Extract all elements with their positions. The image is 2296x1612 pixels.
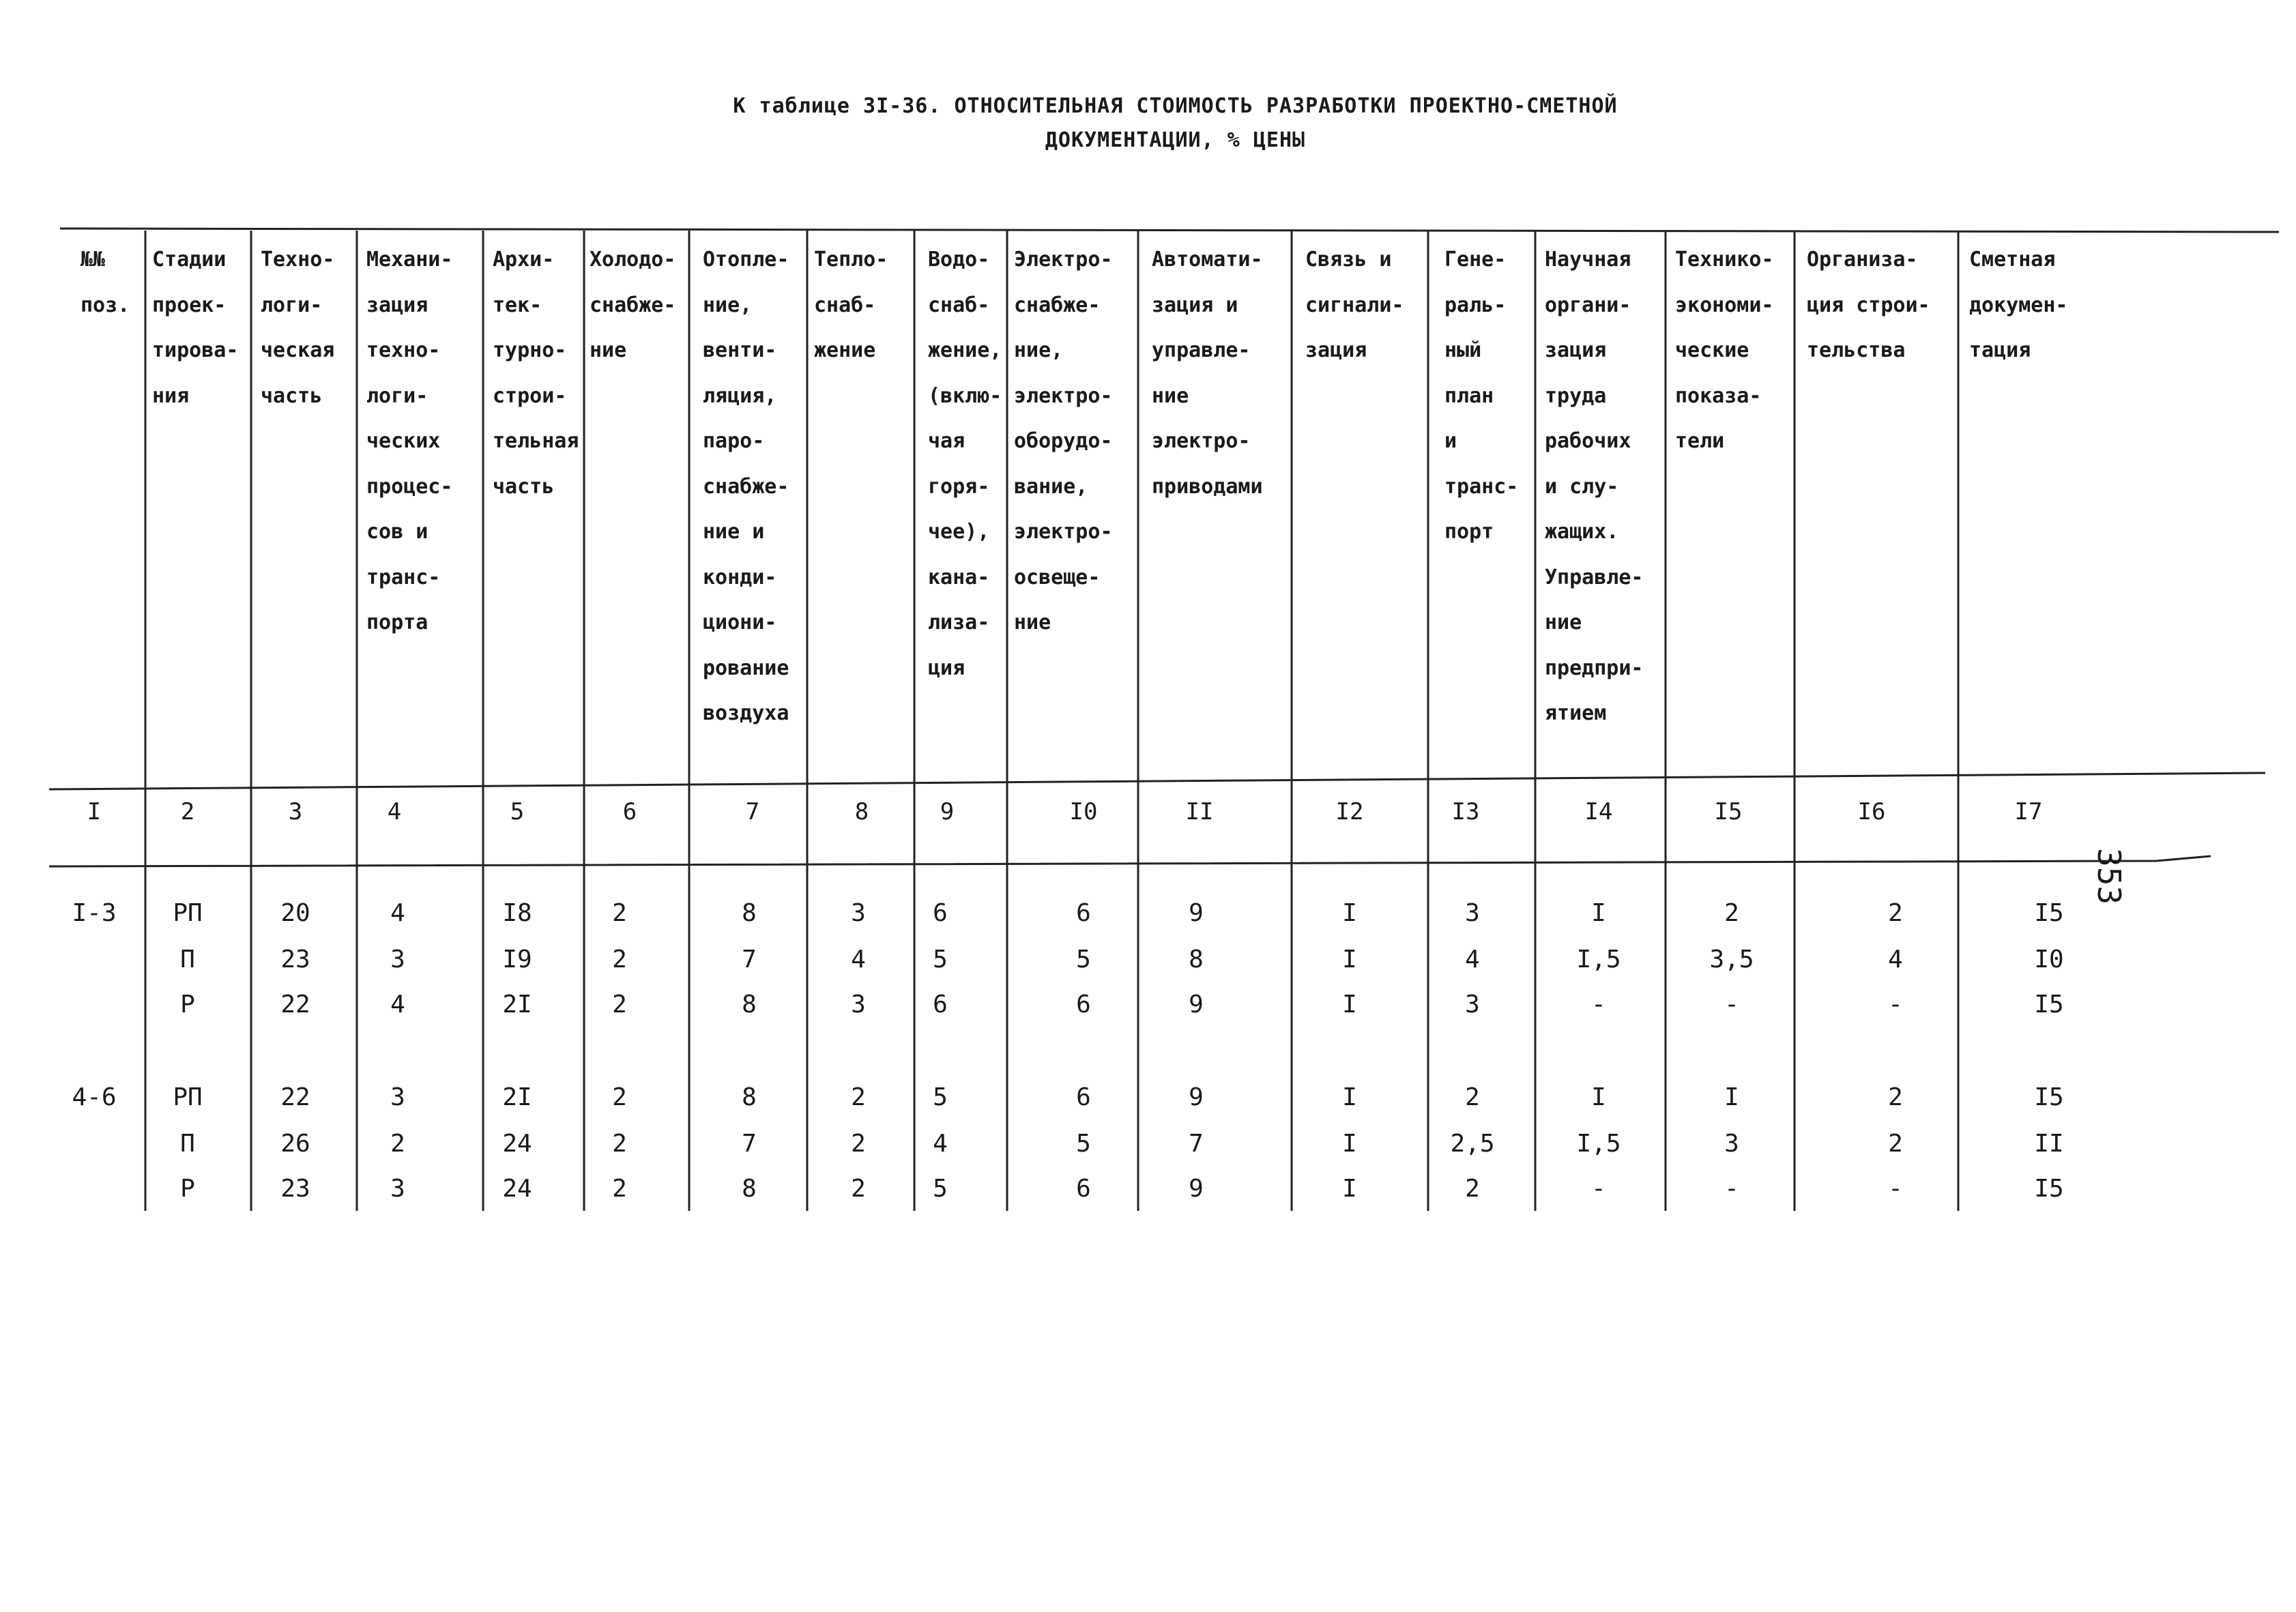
table-cell: П [180, 1130, 195, 1158]
column-header-12: Связь и сигнали- зация [1305, 248, 1404, 362]
column-number-1: I [87, 798, 102, 825]
column-number-5: 5 [510, 798, 525, 825]
table-cell: 6 [933, 991, 948, 1019]
table-cell: 6 [1076, 899, 1091, 927]
table-cell: 2I [502, 1083, 532, 1111]
table-cell: 26 [280, 1130, 310, 1158]
column-number-12: I2 [1335, 798, 1364, 825]
table-cell: 4 [390, 991, 405, 1019]
table-cell: 2 [851, 1083, 866, 1111]
table-cell: 2 [1888, 1130, 1903, 1158]
table-cell: - [1724, 1175, 1739, 1203]
column-number-8: 8 [854, 798, 869, 825]
column-number-4: 4 [387, 798, 402, 825]
table-cell: 3 [851, 991, 866, 1019]
table-cell: - [1724, 991, 1739, 1019]
table-cell: 4 [851, 946, 866, 973]
column-header-6: Холодо- снабже- ние [590, 248, 676, 362]
table-cell: 9 [1189, 1175, 1204, 1203]
column-header-8: Тепло- снаб- жение [814, 248, 888, 362]
table-cell: 5 [1076, 1130, 1091, 1158]
table-cell: - [1888, 1175, 1903, 1203]
column-header-13: Гене- раль- ный план и транс- порт [1444, 248, 1519, 544]
table-cell: 4 [1465, 946, 1480, 973]
column-number-2: 2 [180, 798, 195, 825]
column-number-13: I3 [1451, 798, 1480, 825]
column-header-14: Научная органи- зация труда рабочих и слу- жащих. Управле- ние предпри- ятием [1545, 248, 1644, 725]
table-cell: 8 [742, 991, 757, 1019]
table-cell: П [180, 946, 195, 973]
table-cell: 2I [502, 991, 532, 1019]
column-header-4: Механи- зация техно- логи- ческих процес- сов и транс- порта [366, 248, 453, 634]
table-cell: 3 [1724, 1130, 1739, 1158]
table-cell: 5 [933, 946, 948, 973]
table-cell: 7 [742, 946, 757, 973]
table-cell: 2 [1724, 899, 1739, 927]
column-header-2: Стадии проек- тирова- ния [152, 248, 239, 408]
table-cell: 24 [502, 1130, 532, 1158]
table-cell: I,5 [1576, 1130, 1621, 1158]
column-number-9: 9 [940, 798, 955, 825]
column-header-10: Электро- снабже- ние, электро- оборудо- вание, электро- освеще- ние [1014, 248, 1113, 634]
table-cell: 7 [1189, 1130, 1204, 1158]
table-cell: I9 [502, 946, 532, 973]
table-cell: 2 [612, 946, 627, 973]
page-number: 353 [2091, 848, 2127, 905]
table-cell: 8 [742, 899, 757, 927]
table-cell: I5 [2034, 1083, 2064, 1111]
table-cell: 22 [280, 991, 310, 1019]
column-number-16: I6 [1857, 798, 1886, 825]
column-header-7: Отопле- ние, венти- ляция, паро- снабже- ние и конди- циони- рование воздуха [703, 248, 789, 725]
table-cell: 2 [851, 1175, 866, 1203]
table-cell: - [1888, 991, 1903, 1019]
table-cell: 20 [280, 899, 310, 927]
table-cell: 9 [1189, 899, 1204, 927]
rule-top [60, 229, 2279, 232]
table-cell: I [1342, 899, 1357, 927]
column-number-6: 6 [622, 798, 637, 825]
column-header-3: Техно- логи- ческая часть [261, 248, 335, 408]
table-title-line1: К таблице 3I-36. ОТНОСИТЕЛЬНАЯ СТОИМОСТЬ РАЗРАБОТКИ ПРОЕКТНО-СМЕТНОЙ [733, 94, 1618, 118]
table-cell: 5 [933, 1175, 948, 1203]
table-cell: РП [173, 1083, 203, 1111]
table-cell: - [1591, 991, 1606, 1019]
table-cell: Р [180, 1175, 195, 1203]
table-cell: I [1591, 1083, 1606, 1111]
table-cell: 3 [390, 1083, 405, 1111]
table-cell: 6 [933, 899, 948, 927]
table-cell: I [1342, 1130, 1357, 1158]
table-cell: 4 [933, 1130, 948, 1158]
table-cell: 2 [851, 1130, 866, 1158]
table-cell: 9 [1189, 991, 1204, 1019]
column-number-14: I4 [1584, 798, 1613, 825]
table-cell: 6 [1076, 1083, 1091, 1111]
table-cell: 3 [390, 946, 405, 973]
table-cell: 3 [390, 1175, 405, 1203]
table-cell: I [1342, 1175, 1357, 1203]
table-cell: 3 [1465, 991, 1480, 1019]
table-cell: 5 [1076, 946, 1091, 973]
table-cell: 7 [742, 1130, 757, 1158]
table-cell: 2 [612, 1130, 627, 1158]
table-cell: 22 [280, 1083, 310, 1111]
group-position: I-3 [72, 899, 117, 927]
table-cell: I [1342, 1083, 1357, 1111]
table-cell: 8 [1189, 946, 1204, 973]
column-header-16: Организа- ция строи- тельства [1807, 248, 1930, 362]
table-cell: 2 [390, 1130, 405, 1158]
table-cell: 2 [1888, 1083, 1903, 1111]
column-number-15: I5 [1714, 798, 1743, 825]
table-cell: I [1591, 899, 1606, 927]
table-cell: Р [180, 991, 195, 1019]
table-cell: 8 [742, 1083, 757, 1111]
column-number-7: 7 [745, 798, 760, 825]
table-cell: I5 [2034, 1175, 2064, 1203]
column-header-1: №№ поз. [81, 248, 130, 317]
column-number-11: II [1185, 798, 1214, 825]
table-cell: I5 [2034, 991, 2064, 1019]
table-cell: I,5 [1576, 946, 1621, 973]
table-cell: II [2034, 1130, 2064, 1158]
table-cell: 4 [1888, 946, 1903, 973]
table-cell: I0 [2034, 946, 2064, 973]
table-cell: I [1342, 946, 1357, 973]
table-cell: - [1591, 1175, 1606, 1203]
table-cell: I [1724, 1083, 1739, 1111]
table-cell: I [1342, 991, 1357, 1019]
table-cell: 3,5 [1709, 946, 1754, 973]
rule-header-bottom [49, 773, 2265, 789]
column-number-3: 3 [288, 798, 303, 825]
table-cell: I8 [502, 899, 532, 927]
table-cell: 4 [390, 899, 405, 927]
table-cell: 5 [933, 1083, 948, 1111]
table-title-line2: ДОКУМЕНТАЦИИ, % ЦЕНЫ [1045, 128, 1306, 152]
table-cell: 2 [612, 899, 627, 927]
table-cell: 24 [502, 1175, 532, 1203]
column-header-11: Автомати- зация и управле- ние электро- приводами [1152, 248, 1263, 499]
table-cell: 2 [1465, 1175, 1480, 1203]
table-cell: 8 [742, 1175, 757, 1203]
table-cell: 2 [1888, 899, 1903, 927]
table-cell: 2 [612, 991, 627, 1019]
table-cell: 2 [1465, 1083, 1480, 1111]
table-cell: 2,5 [1450, 1130, 1495, 1158]
table-cell: I5 [2034, 899, 2064, 927]
group-position: 4-6 [72, 1083, 117, 1111]
table-cell: 6 [1076, 991, 1091, 1019]
column-number-10: I0 [1069, 798, 1098, 825]
rule-numbers-bottom [49, 856, 2211, 866]
table-cell: 2 [612, 1175, 627, 1203]
table-cell: 2 [612, 1083, 627, 1111]
table-cell: 23 [280, 1175, 310, 1203]
table-cell: 23 [280, 946, 310, 973]
column-number-17: I7 [2014, 798, 2043, 825]
column-header-5: Архи- тек- турно- строи- тельная часть [493, 248, 579, 499]
table-cell: 9 [1189, 1083, 1204, 1111]
column-header-17: Сметная докумен- тация [1969, 248, 2068, 362]
column-header-15: Технико- экономи- ческие показа- тели [1675, 248, 1774, 453]
table-cell: 3 [1465, 899, 1480, 927]
table-cell: РП [173, 899, 203, 927]
table-cell: 3 [851, 899, 866, 927]
table-cell: 6 [1076, 1175, 1091, 1203]
column-header-9: Водо- снаб- жение, (вклю- чая горя- чее), кана- лиза- ция [928, 248, 1002, 680]
